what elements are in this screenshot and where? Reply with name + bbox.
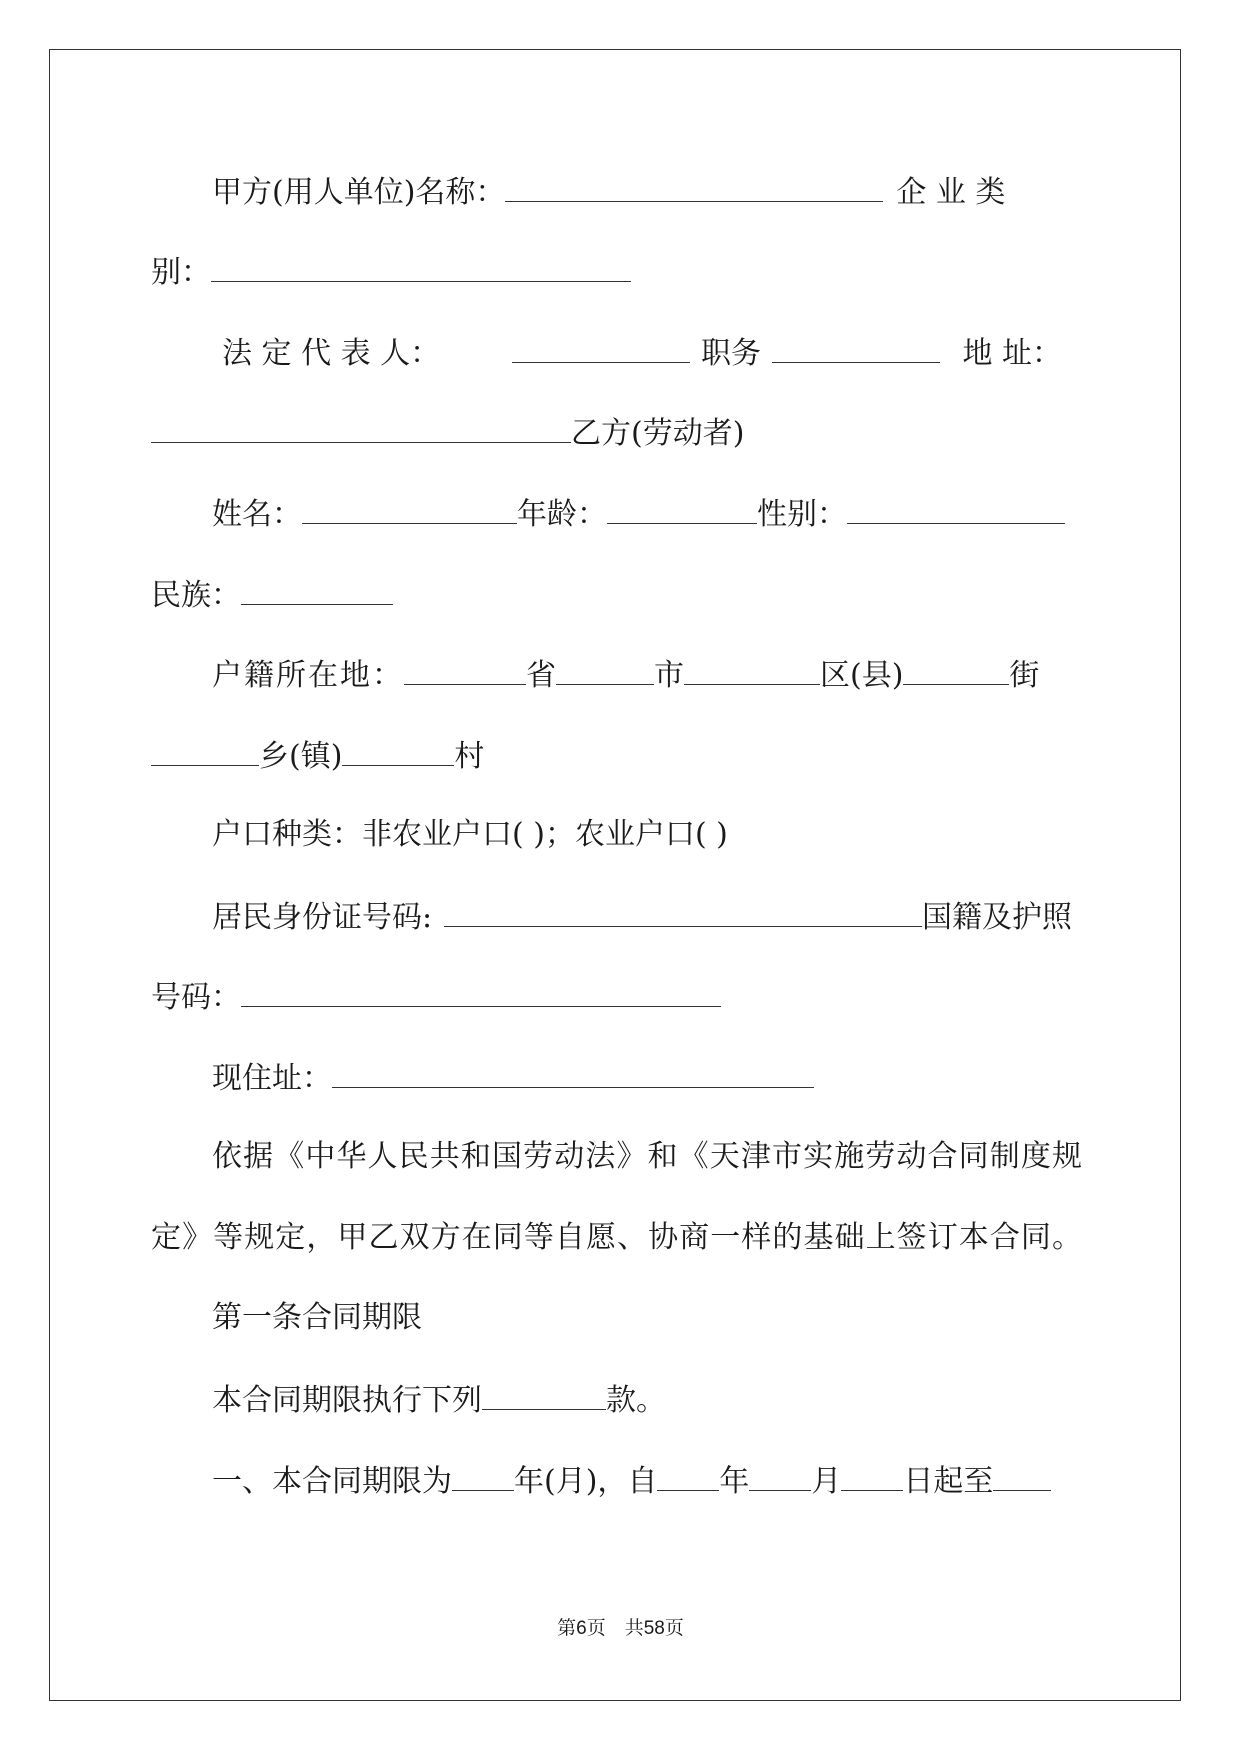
start-day-blank bbox=[841, 1460, 903, 1491]
district-label: 区(县) bbox=[820, 658, 904, 693]
id-number-blank bbox=[444, 896, 922, 927]
city-blank bbox=[556, 654, 654, 685]
province-blank bbox=[404, 654, 526, 685]
nationality-passport-label: 国籍及护照 bbox=[922, 900, 1072, 935]
street-label: 街 bbox=[1009, 658, 1040, 693]
start-year-label: 年 bbox=[719, 1464, 750, 1499]
start-month-label: 月 bbox=[811, 1464, 842, 1499]
current-address-line bbox=[212, 1057, 814, 1099]
enterprise-type-label: 企 业 类 bbox=[896, 175, 1006, 210]
passport-number-line bbox=[151, 976, 721, 1018]
id-number-line bbox=[212, 896, 1072, 938]
enterprise-type-blank bbox=[211, 251, 631, 282]
household-location-line bbox=[212, 654, 1039, 696]
passport-number-label: 号码： bbox=[151, 980, 241, 1015]
legal-rep-line bbox=[222, 332, 1062, 374]
end-date-blank bbox=[993, 1460, 1051, 1491]
total-page-count: 58 bbox=[643, 1618, 665, 1639]
province-label: 省 bbox=[526, 658, 556, 693]
party-b-heading: 乙方(劳动者) bbox=[571, 416, 745, 451]
employer-name-blank bbox=[505, 171, 883, 202]
term-unit-text: 年(月)，自 bbox=[514, 1464, 658, 1499]
footer-suffix: 页 bbox=[664, 1617, 684, 1639]
town-village-line bbox=[151, 735, 484, 777]
start-day-label: 日起至 bbox=[903, 1464, 994, 1499]
contract-term-clause-text: 本合同期限执行下列 bbox=[212, 1383, 482, 1418]
page-border bbox=[49, 49, 1181, 1701]
clause-suffix: 款。 bbox=[606, 1383, 666, 1418]
footer-prefix: 第 bbox=[557, 1617, 577, 1639]
ethnicity-label: 民族： bbox=[151, 578, 241, 613]
village-label: 村 bbox=[454, 739, 485, 774]
address-label: 地 址： bbox=[962, 336, 1062, 371]
current-address-blank bbox=[332, 1057, 814, 1088]
age-blank bbox=[607, 493, 757, 524]
town-blank bbox=[342, 735, 454, 766]
street-blank-cont bbox=[151, 735, 259, 766]
legal-rep-label: 法 定 代 表 人： bbox=[222, 336, 441, 371]
district-blank bbox=[684, 654, 820, 685]
household-type-line bbox=[212, 815, 728, 855]
ethnicity-line bbox=[151, 574, 393, 616]
current-address-label: 现住址： bbox=[212, 1061, 332, 1096]
contract-term-clause-line bbox=[212, 1379, 666, 1421]
name-blank bbox=[302, 493, 517, 524]
household-location-label: 户籍所在地： bbox=[212, 658, 404, 693]
enterprise-type-label-cont: 别： bbox=[151, 255, 211, 290]
basis-paragraph-line1: 依据《中华人民共和国劳动法》和《天津市实施劳动合同制度规 bbox=[212, 1139, 1082, 1174]
street-blank bbox=[903, 654, 1009, 685]
town-label: 乡(镇) bbox=[259, 739, 343, 774]
footer-mid: 页 共 bbox=[586, 1617, 644, 1639]
name-age-gender-line bbox=[212, 493, 1065, 535]
position-blank bbox=[772, 332, 940, 363]
clause-number-blank bbox=[482, 1379, 606, 1410]
start-year-blank bbox=[657, 1460, 719, 1491]
basis-paragraph-line2: 定》等规定，甲乙双方在同等自愿、协商一样的基础上签订本合同。 bbox=[151, 1220, 1082, 1255]
position-label: 职务 bbox=[701, 336, 761, 371]
article-one-heading: 第一条合同期限 bbox=[212, 1300, 422, 1335]
passport-number-blank bbox=[241, 976, 721, 1007]
current-page-number: 6 bbox=[576, 1618, 587, 1639]
household-type-text: 户口种类：非农业户口( )；农业户口( ) bbox=[212, 817, 728, 852]
name-label: 姓名： bbox=[212, 497, 302, 532]
page-number-footer bbox=[0, 1616, 1241, 1641]
address-blank bbox=[151, 412, 571, 443]
age-label: 年龄： bbox=[517, 497, 607, 532]
gender-blank bbox=[847, 493, 1065, 524]
id-number-label: 居民身份证号码: bbox=[212, 900, 433, 935]
fixed-term-line bbox=[212, 1460, 1082, 1502]
ethnicity-blank bbox=[241, 574, 393, 605]
employer-name-label: 甲方(用人单位)名称： bbox=[212, 175, 506, 210]
employer-name-line bbox=[212, 171, 1082, 213]
legal-rep-blank bbox=[512, 332, 690, 363]
city-label: 市 bbox=[654, 658, 684, 693]
term-years-blank bbox=[452, 1460, 514, 1491]
gender-label: 性别： bbox=[757, 497, 847, 532]
enterprise-type-line bbox=[151, 251, 631, 293]
address-line bbox=[151, 412, 744, 454]
start-month-blank bbox=[749, 1460, 811, 1491]
fixed-term-text: 一、本合同期限为 bbox=[212, 1464, 452, 1499]
